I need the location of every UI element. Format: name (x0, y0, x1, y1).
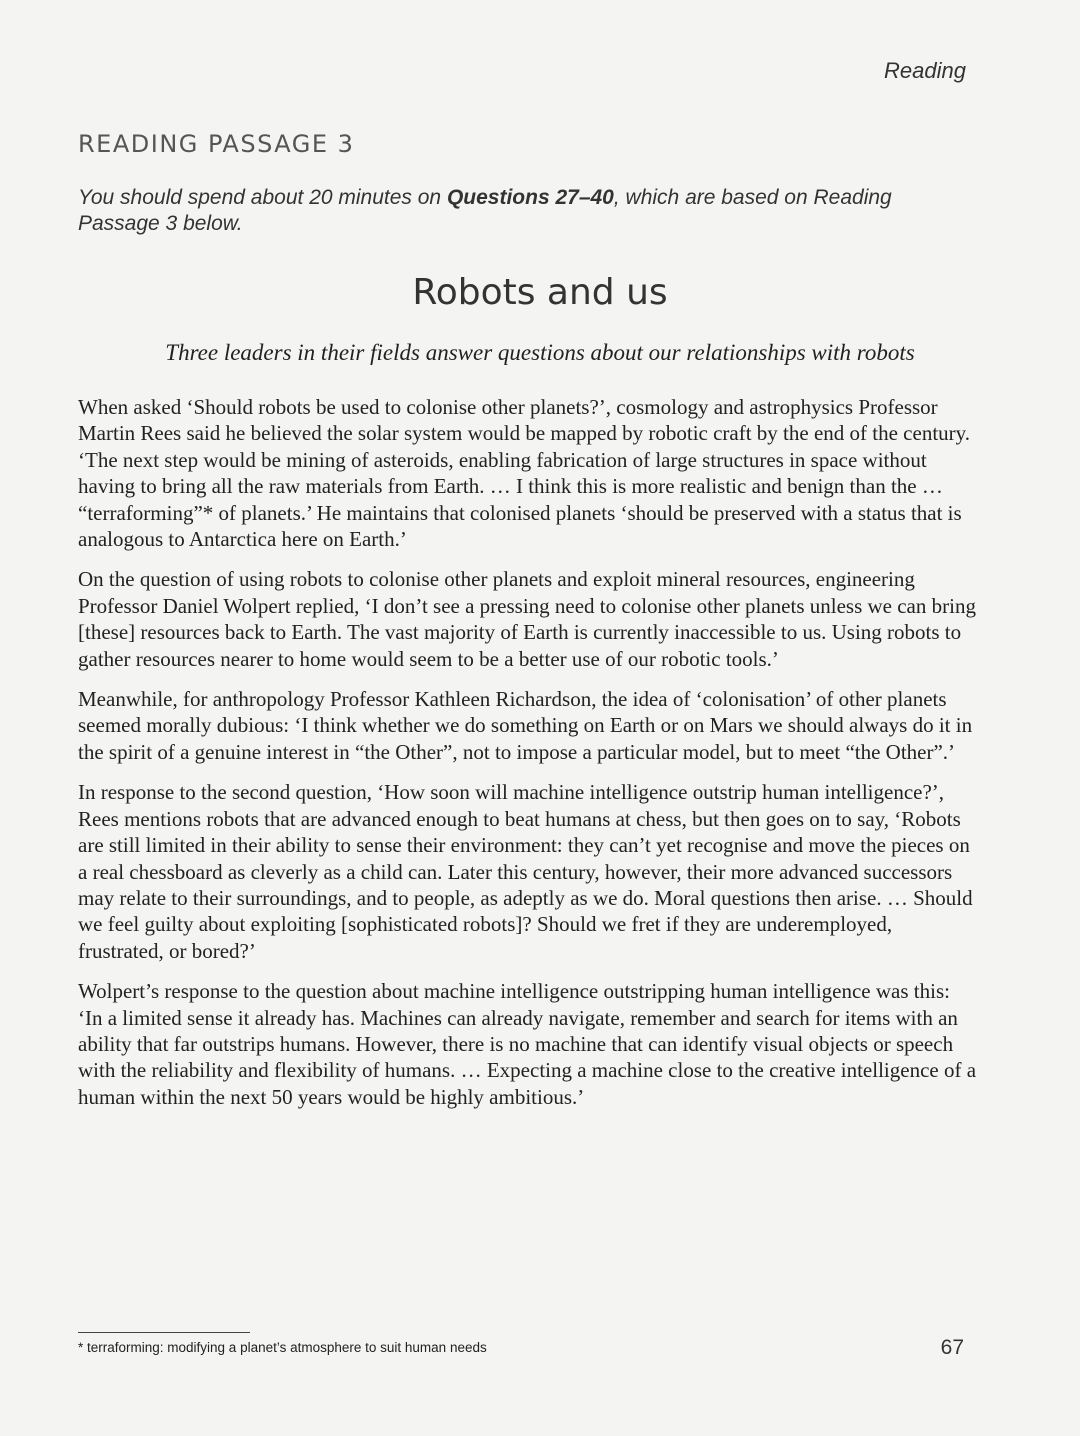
paragraph: On the question of using robots to colonise other planets and exploit mineral resources, engineering Professor Daniel Wolpert replied, ‘I don’t see a pressing need to colonise other planets unless we can bring [these] resources back to Earth. The vast majority of Earth is currently inaccessible to us. Using robots to gather resources nearer to home would seem to be a better use of our robotic tools.’ (78, 567, 976, 671)
article-title: Robots and us (412, 272, 668, 313)
paragraph: Meanwhile, for anthropology Professor Kathleen Richardson, the idea of ‘colonisation’ of other planets seemed morally dubious: ‘I think whether we do something on Earth or on Mars we should always do it in the spirit of a genuine interest in “the Other”, not to impose a particular model, but to meet “the Other”.’ (78, 687, 973, 764)
footnote: * terraforming: modifying a planet’s atmosphere to suit human needs (78, 1340, 487, 1355)
instruction-questions: Questions 27–40 (446, 186, 614, 209)
paragraph: In response to the second question, ‘How soon will machine intelligence outstrip human intelligence?’, Rees mentions robots that are advanced enough to beat humans at chess, but then goes on to say, ‘Robots are still limited in their ability to sense their environment: they can’t yet recognise and move the pieces on a real chessboard as cleverly as a child can. Later this century, however, their more advanced successors may relate to their surroundings, and to people, as adeptly as we do. Moral questions then arise. … Should we feel guilty about exploiting [sophisticated robots]? Should we fret if they are underemployed, frustrated, or bored?’ (78, 780, 973, 963)
page-number: 67 (940, 1336, 964, 1359)
paragraph: When asked ‘Should robots be used to colonise other planets?’, cosmology and astrophysics Professor Martin Rees said he believed the solar system would be mapped by robotic craft by the end of the century. ‘The next step would be mining of asteroids, enabling fabrication of large structures in space without having to bring all the raw materials from Earth. … I think this is more realistic and benign than the … “terraforming”* of planets.’ He maintains that colonised planets ‘should be preserved with a status that is analogous to Antarctica here on Earth.’ (78, 395, 971, 552)
running-header: Reading (884, 58, 966, 83)
instruction-text-end: , which are based on Reading Passage 3 below. (78, 186, 892, 235)
footnote-divider (78, 1332, 250, 1333)
article-body (78, 394, 978, 1124)
instructions (78, 185, 978, 237)
article-subtitle: Three leaders in their fields answer questions about our relationships with robots (165, 340, 915, 365)
instruction-text-start: You should spend about 20 minutes on (78, 186, 447, 209)
section-heading: READING PASSAGE 3 (78, 130, 355, 158)
paragraph: Wolpert’s response to the question about machine intelligence outstripping human intelligence was this: ‘In a limited sense it already has. Machines can already navigate, remember and search for items with an ability that far outstrips humans. However, there is no machine that can identify visual objects or speech with the reliability and flexibility of humans. … Expecting a machine close to the creative intelligence of a human within the next 50 years would be highly ambitious.’ (78, 979, 977, 1109)
